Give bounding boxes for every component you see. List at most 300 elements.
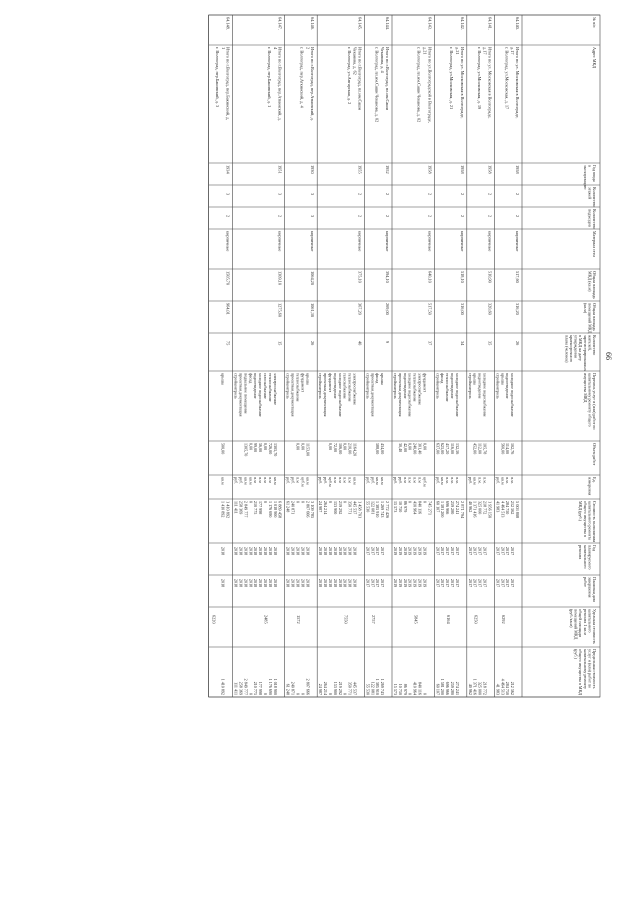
row-year: 1958 bbox=[427, 165, 433, 174]
row-work-unit: п.м bbox=[347, 477, 353, 483]
row-work-volume: 0,00 bbox=[300, 443, 306, 451]
row-address-detail: г. Волгоград, пл.им.Саши Чеканова, д. 02 bbox=[416, 47, 422, 123]
row-area-total: 394,10 bbox=[385, 271, 390, 283]
row-work-date: 2018 bbox=[318, 579, 324, 588]
row-floors: 2 bbox=[515, 193, 520, 196]
row-work-cost: 60 107 bbox=[435, 501, 441, 513]
row-work-cost: 284 750 bbox=[505, 501, 511, 515]
row-address: д.21 bbox=[422, 47, 428, 55]
row-limit-cost: 274 241 bbox=[454, 681, 460, 695]
row-work-cost: 0 bbox=[422, 501, 428, 504]
row-work-year: 2017 bbox=[477, 547, 483, 556]
row-work-unit: п.м bbox=[267, 477, 273, 483]
row-area-total: 375,10 bbox=[357, 271, 363, 283]
row-limit-cost: 1 018 900 bbox=[272, 678, 278, 695]
page-number: 66 bbox=[604, 352, 613, 360]
row-work-unit: п.м bbox=[258, 477, 264, 483]
row-floors: 2 bbox=[459, 193, 465, 196]
row-address: Итого по г.Волгоград, пер.Бакинский, д. bbox=[225, 47, 231, 121]
row-work-year: 2017 bbox=[495, 547, 501, 556]
row-limit-cost: 840 116 bbox=[417, 681, 423, 695]
row-limit-cost: 219 292 bbox=[337, 681, 343, 695]
column-header: Год bbox=[592, 545, 597, 552]
column-header: Плановая дата bbox=[592, 577, 597, 603]
row-work-unit: куб.м bbox=[328, 477, 333, 487]
row-limit-cost: 60 107 bbox=[435, 683, 441, 695]
row-work-volume: 0,00 bbox=[342, 443, 348, 451]
row-address-detail: г. Волгоград, пер.Аткинский, д. 4 bbox=[299, 47, 305, 108]
row-work-volume: 210,00 bbox=[347, 443, 353, 455]
column-header: Удельная стоимость bbox=[592, 609, 597, 645]
row-work-date: 2018 bbox=[272, 579, 278, 588]
row-residents: 9 bbox=[385, 341, 390, 344]
row-work-year: 2018 bbox=[300, 547, 306, 556]
row-number: 64.145. bbox=[357, 17, 363, 30]
column-header: помещений МКД bbox=[587, 303, 593, 334]
row-work-item: фасад bbox=[248, 373, 254, 384]
row-limit-cost: 0 bbox=[342, 692, 348, 695]
row-address: 4 bbox=[272, 47, 278, 50]
column-header: Предельная стоимость bbox=[592, 649, 597, 689]
row-work-item: крыша bbox=[380, 373, 386, 385]
row-work-year: 2019 bbox=[393, 547, 398, 556]
row-limit-cost: 1 581 200 bbox=[440, 678, 446, 695]
row-entrances: 2 bbox=[459, 215, 465, 218]
column-header: ремонта bbox=[578, 545, 584, 560]
row-work-date: 2018 bbox=[295, 579, 301, 588]
column-header: общей площади bbox=[578, 609, 584, 637]
column-header: подъездов bbox=[587, 209, 593, 227]
column-header: помещений МКД bbox=[573, 609, 579, 640]
row-work-cost: 177 998 bbox=[258, 501, 264, 515]
row-work-year: 2018 bbox=[328, 547, 333, 556]
row-number: 64.148. bbox=[225, 17, 231, 30]
row-total-cost: 745 271 bbox=[427, 501, 433, 515]
row-work-year: 2018 bbox=[305, 547, 311, 556]
row-work-cost: 0 bbox=[300, 501, 306, 504]
row-total-cost: 2 772 426 bbox=[385, 501, 390, 519]
row-unit-cost: 6164 bbox=[445, 615, 451, 624]
row-wall-material: кирпичные bbox=[277, 231, 283, 252]
row-total-cost: 6 889 458 bbox=[277, 501, 283, 519]
row-limit-cost: 1 385 910 bbox=[375, 678, 381, 695]
row-work-volume: 114,00 bbox=[505, 443, 511, 455]
row-limit-cost: 325 000 bbox=[477, 681, 483, 695]
row-floors: 2 bbox=[427, 193, 433, 196]
row-work-cost: 1 269 743 bbox=[380, 501, 386, 518]
column-header: в bbox=[587, 165, 593, 167]
column-header: в МКД на дату bbox=[578, 335, 584, 361]
row-limit-cost: 2 807 666 bbox=[305, 678, 311, 695]
row-work-cost: 0 bbox=[342, 501, 348, 504]
row-work-unit: п.м. bbox=[505, 477, 511, 484]
row-limit-cost: 41 983 bbox=[495, 683, 501, 695]
column-header: (руб.) bbox=[573, 649, 579, 659]
row-work-item: водоотведение bbox=[450, 373, 455, 399]
row-work-volume: 1305,70 bbox=[243, 443, 249, 457]
row-residents: 26 bbox=[515, 341, 520, 346]
row-work-year: 2018 bbox=[352, 547, 358, 556]
row-work-volume: 42,00 bbox=[402, 443, 408, 453]
row-work-year: 2017 bbox=[472, 547, 478, 556]
row-work-item: теплоснабжение bbox=[347, 373, 353, 402]
row-address: Итого по г.Волгоград, пл.им.Саши bbox=[357, 47, 363, 110]
row-work-year: 2019 bbox=[397, 547, 403, 556]
row-limit-cost: 1 269 743 bbox=[380, 678, 386, 695]
row-work-year: 2019 bbox=[407, 547, 413, 556]
row-area-rooms: 316,20 bbox=[515, 303, 520, 315]
row-limit-cost: 24 987 bbox=[318, 683, 324, 695]
row-work-item: фундамент bbox=[328, 373, 333, 393]
row-work-volume: 417,20 bbox=[445, 443, 451, 455]
row-work-date: 2017 bbox=[500, 579, 506, 588]
row-work-unit: руб. bbox=[285, 477, 291, 485]
column-header: МКД (кв.м) bbox=[587, 271, 593, 292]
row-work-year: 2018 bbox=[347, 547, 353, 556]
column-header: зарегистрированных bbox=[582, 335, 588, 372]
row-limit-cost: 177 998 bbox=[258, 681, 264, 695]
row-work-item: стройконтроль bbox=[365, 373, 371, 399]
column-header: капитального bbox=[582, 545, 588, 569]
column-header: Ед. bbox=[592, 477, 597, 483]
row-wall-material: кирпичные bbox=[487, 231, 493, 252]
row-work-cost: 274 241 bbox=[454, 501, 460, 515]
row-work-volume: 116,00 bbox=[450, 443, 455, 455]
row-work-unit: куб.м bbox=[300, 477, 306, 487]
row-wall-material: кирпичные bbox=[459, 231, 465, 252]
row-work-unit: п.м bbox=[342, 477, 348, 483]
row-work-unit: руб. bbox=[290, 477, 296, 485]
row-number: 64.147. bbox=[277, 17, 283, 30]
row-area-rooms: 1061,30 bbox=[310, 303, 316, 317]
row-area-total: 510,90 bbox=[487, 271, 493, 283]
row-unit-cost: 6292 bbox=[501, 615, 506, 624]
column-header: Перечень услуг и (или) работ по bbox=[592, 373, 597, 430]
row-total-cost: 3 109 785 bbox=[310, 501, 316, 519]
row-work-date: 2019 bbox=[417, 579, 423, 588]
row-work-cost: 1 581 200 bbox=[440, 501, 446, 518]
row-work-volume: 588,00 bbox=[375, 443, 381, 455]
row-work-unit: кв.м bbox=[248, 477, 254, 485]
row-work-item: крыша bbox=[305, 373, 311, 385]
row-limit-cost: 259 280 bbox=[450, 681, 455, 695]
row-address: Чеканова, д. 62 bbox=[352, 47, 358, 75]
row-address: 2 bbox=[305, 47, 311, 50]
row-work-item: фасад bbox=[440, 373, 446, 384]
row-limit-cost: 218 772 bbox=[482, 681, 488, 695]
row-work-item: теплоснабжение bbox=[445, 373, 451, 402]
row-work-item: водоотведение bbox=[332, 373, 338, 399]
row-work-year: 2017 bbox=[450, 547, 455, 556]
column-header: Материал стен bbox=[592, 231, 597, 257]
row-work-date: 2018 bbox=[323, 579, 329, 588]
row-entrances: 2 bbox=[487, 215, 493, 218]
row-area-total: 1505,70 bbox=[225, 271, 231, 285]
row-limit-cost: 410 964 bbox=[412, 681, 418, 695]
row-work-year: 2018 bbox=[243, 547, 249, 556]
row-limit-cost: 350 771 bbox=[347, 681, 353, 695]
row-work-unit: п.м bbox=[253, 477, 259, 483]
row-work-date: 2019 bbox=[412, 579, 418, 588]
row-work-cost: 1 410 892 bbox=[220, 501, 226, 518]
row-work-year: 2017 bbox=[435, 547, 441, 556]
row-work-volume: 240,00 bbox=[412, 443, 418, 455]
row-residents: 75 bbox=[225, 341, 231, 346]
row-work-item: электроснабжение bbox=[352, 373, 358, 406]
row-work-date: 2017 bbox=[440, 579, 446, 588]
row-work-unit: кв.м bbox=[220, 477, 226, 485]
row-entrances: 2 bbox=[357, 215, 363, 218]
row-work-unit: п.м bbox=[332, 477, 338, 483]
row-work-item: стройконтроль bbox=[467, 373, 473, 399]
row-work-unit: руб. bbox=[370, 477, 376, 485]
row-wall-material: кирпичные bbox=[310, 231, 316, 252]
row-work-unit: кв.м bbox=[500, 477, 506, 485]
row-work-unit: руб. bbox=[467, 477, 473, 485]
row-work-volume: 726,00 bbox=[267, 443, 273, 455]
column-header: МКД (руб.) bbox=[578, 501, 584, 522]
row-work-item: крыша bbox=[472, 373, 478, 385]
row-address: 1 bbox=[220, 47, 226, 50]
row-work-item: холодное водоснабжение bbox=[337, 373, 343, 417]
row-work-unit: руб. bbox=[238, 477, 244, 485]
row-work-cost: 410 964 bbox=[412, 501, 418, 515]
row-work-year: 2018 bbox=[220, 547, 226, 556]
row-area-rooms: 517,50 bbox=[427, 303, 433, 315]
row-work-item: холодное водоснабжение bbox=[407, 373, 413, 417]
row-work-unit: п.м. bbox=[482, 477, 488, 484]
column-header: утверждения bbox=[573, 335, 579, 358]
row-limit-cost: 0 bbox=[407, 692, 413, 695]
row-work-date: 2017 bbox=[467, 579, 473, 588]
row-work-date: 2018 bbox=[220, 579, 226, 588]
row-work-cost: 445 537 bbox=[352, 501, 358, 515]
row-work-cost: 0 bbox=[328, 501, 333, 504]
row-work-item: стройконтроль bbox=[318, 373, 324, 399]
row-work-unit: п.м bbox=[412, 477, 418, 483]
row-work-year: 2017 bbox=[445, 547, 451, 556]
row-limit-cost: 0 bbox=[422, 692, 428, 695]
row-unit-cost: 6220 bbox=[211, 615, 217, 624]
row-address-detail: г. Волгоград, ул.Ангарская, д. 2 bbox=[346, 47, 352, 105]
row-work-volume: 72,00 bbox=[332, 443, 338, 453]
row-area-rooms: 1275,60 bbox=[277, 303, 283, 317]
row-work-cost: 15 573 bbox=[393, 501, 398, 513]
row-work-date: 2017 bbox=[477, 579, 483, 588]
row-work-year: 2018 bbox=[272, 547, 278, 556]
row-address-detail: г. Волгоград, пер.Бакинский, д. 1 bbox=[267, 47, 273, 108]
row-area-total: 640,10 bbox=[427, 271, 433, 283]
row-work-unit: п.м. bbox=[477, 477, 483, 484]
row-work-item: фундамент bbox=[300, 373, 306, 393]
row-limit-cost: 111 411 bbox=[233, 682, 239, 695]
row-wall-material: кирпичные bbox=[427, 231, 433, 252]
row-work-cost: 0 bbox=[248, 501, 254, 504]
row-limit-cost: 55 530 bbox=[365, 683, 371, 695]
row-work-unit: кв.м bbox=[380, 477, 386, 485]
column-header: планируемого bbox=[587, 545, 593, 570]
row-work-cost: 40 962 bbox=[467, 501, 473, 513]
row-work-item: теплоснабжение bbox=[412, 373, 418, 402]
row-unit-cost: 5845 bbox=[413, 615, 419, 624]
row-work-volume: 434,00 bbox=[380, 443, 386, 455]
row-work-volume: 452,00 bbox=[472, 443, 478, 455]
row-work-unit: руб. bbox=[393, 477, 398, 485]
row-work-cost: 86 979 bbox=[402, 501, 408, 513]
row-work-date: 2017 bbox=[454, 579, 460, 588]
row-year: 1951 bbox=[277, 165, 283, 174]
row-total-cost: 5 003 808 bbox=[515, 501, 520, 519]
row-work-unit: кв.м bbox=[352, 477, 358, 485]
row-work-volume: 625,00 bbox=[440, 443, 446, 455]
column-header: общего имущества в МКД bbox=[578, 649, 584, 696]
row-limit-cost: 212 562 bbox=[510, 681, 516, 695]
row-work-date: 2017 bbox=[482, 579, 488, 588]
row-floors: 3 bbox=[310, 193, 316, 196]
column-header: Адрес МКД bbox=[592, 47, 597, 69]
row-work-year: 2018 bbox=[263, 547, 268, 556]
row-work-unit: п.м bbox=[337, 477, 343, 483]
row-work-cost: 111 411 bbox=[233, 501, 239, 514]
row-work-item: водоотведение bbox=[505, 373, 511, 399]
row-area-rooms: 367,20 bbox=[357, 303, 363, 315]
row-work-unit: руб. bbox=[233, 477, 239, 485]
row-number: 64.140. bbox=[515, 17, 520, 30]
row-year: 1958 bbox=[515, 165, 520, 174]
row-limit-cost: 1 176 690 bbox=[267, 678, 273, 695]
row-work-unit: п.м. bbox=[450, 477, 455, 484]
row-floors: 2 bbox=[385, 193, 390, 196]
row-work-volume: 0,00 bbox=[263, 443, 268, 451]
row-work-date: 2017 bbox=[375, 579, 381, 588]
row-work-date: 2017 bbox=[505, 579, 511, 588]
row-work-date: 2019 bbox=[397, 579, 403, 588]
row-work-unit: кв.м bbox=[272, 477, 278, 485]
row-work-year: 2018 bbox=[238, 547, 244, 556]
row-address-detail: г. Волгоград, пл.им.Саши Чеканова, д. 02 bbox=[374, 47, 380, 123]
row-work-date: 2017 bbox=[472, 579, 478, 588]
row-work-item: электроснабжение bbox=[417, 373, 423, 406]
row-work-year: 2017 bbox=[510, 547, 516, 556]
row-work-volume: 56,00 bbox=[258, 443, 264, 453]
row-limit-cost: 122 081 bbox=[370, 681, 376, 695]
row-work-item: газоснабжение bbox=[342, 373, 348, 399]
row-work-cost: 2 807 666 bbox=[305, 501, 311, 518]
row-work-year: 2018 bbox=[253, 547, 259, 556]
column-header: Объем работ bbox=[592, 443, 597, 466]
row-area-rooms: 964,01 bbox=[225, 303, 231, 315]
row-residents: 37 bbox=[427, 341, 433, 346]
row-work-date: 2017 bbox=[365, 579, 371, 588]
row-work-cost: 1 371 416 bbox=[472, 501, 478, 518]
column-header: капитального ремонта bbox=[587, 501, 593, 540]
row-work-year: 2019 bbox=[412, 547, 418, 556]
row-work-volume: 0,00 bbox=[407, 443, 413, 451]
row-work-item: стройконтроль bbox=[285, 373, 291, 399]
row-work-cost: 325 000 bbox=[477, 501, 483, 515]
row-work-unit: п.м bbox=[402, 477, 408, 483]
row-work-cost: 212 562 bbox=[510, 501, 516, 515]
row-work-cost: 41 983 bbox=[495, 501, 501, 513]
column-header: эксплуатацию bbox=[582, 165, 588, 190]
row-work-year: 2018 bbox=[318, 547, 324, 556]
row-address-detail: г. Волгоград, ул.Московская, д. 17 bbox=[504, 47, 510, 110]
row-total-cost: 1 458 701 bbox=[357, 501, 363, 519]
column-header: капитальному ремонту bbox=[582, 649, 588, 689]
column-header: Общая площадь bbox=[592, 303, 597, 332]
row-address: д.17 bbox=[510, 47, 516, 55]
row-work-volume: 560,00 bbox=[500, 443, 506, 455]
row-work-unit: кв.м bbox=[472, 477, 478, 485]
row-work-cost: 0 bbox=[263, 501, 268, 504]
row-work-year: 2017 bbox=[375, 547, 381, 556]
row-work-unit: руб. bbox=[435, 477, 441, 485]
row-work-date: 2017 bbox=[380, 579, 386, 588]
row-work-unit: руб. bbox=[323, 477, 329, 485]
row-address-detail: г. Волгоград, пер.Бакинский, д. 3 bbox=[215, 47, 220, 108]
row-work-item: проектная документация bbox=[370, 373, 376, 417]
row-work-date: 2017 bbox=[445, 579, 451, 588]
column-header: общего имущества в bbox=[582, 501, 588, 537]
row-work-date: 2019 bbox=[402, 579, 408, 588]
row-work-date: 2018 bbox=[285, 579, 291, 588]
row-work-year: 2018 bbox=[267, 547, 273, 556]
row-work-item: фасад bbox=[375, 373, 381, 384]
row-work-item: водоотведение bbox=[402, 373, 408, 399]
row-work-date: 2018 bbox=[248, 579, 254, 588]
row-limit-cost: 61 248 bbox=[285, 683, 291, 695]
row-address: Итого по г.Волгоград, пер.Аткинский, д. bbox=[277, 47, 283, 121]
row-work-cost: 219 292 bbox=[337, 501, 343, 515]
row-limit-cost: 2 849 777 bbox=[243, 678, 249, 695]
column-header: завершения bbox=[587, 577, 593, 598]
row-area-total: 517,60 bbox=[515, 271, 520, 283]
row-work-year: 2017 bbox=[370, 547, 376, 556]
row-work-date: 2018 bbox=[328, 579, 333, 588]
row-work-item: холодное водоснабжение bbox=[454, 373, 460, 417]
column-header: ремонта 1 кв.м bbox=[582, 609, 588, 635]
row-work-volume: 1305,70 bbox=[272, 443, 278, 457]
row-work-volume: 301,40 bbox=[417, 443, 423, 455]
row-work-unit: руб. bbox=[495, 477, 501, 485]
row-work-year: 2018 bbox=[332, 547, 338, 556]
row-work-volume: 112,00 bbox=[477, 443, 483, 455]
column-header: измерения bbox=[587, 477, 593, 496]
row-work-cost: 122 081 bbox=[370, 501, 376, 515]
row-work-cost: 2 849 777 bbox=[243, 501, 249, 518]
row-entrances: 2 bbox=[427, 215, 433, 218]
row-work-cost: 1 385 910 bbox=[375, 501, 381, 518]
row-work-year: 2017 bbox=[482, 547, 488, 556]
row-area-rooms: 316,00 bbox=[459, 303, 465, 315]
row-wall-material: кирпичные bbox=[225, 231, 231, 252]
row-work-date: 2018 bbox=[305, 579, 311, 588]
row-work-volume: 0,00 bbox=[248, 443, 254, 451]
row-work-cost: 264 214 bbox=[323, 501, 329, 515]
row-year: 1952 bbox=[385, 165, 390, 174]
row-limit-cost: 445 537 bbox=[352, 681, 358, 695]
row-work-date: 2017 bbox=[450, 579, 455, 588]
row-limit-cost: 1 410 892 bbox=[220, 678, 226, 695]
row-work-item: газоснабжение bbox=[263, 373, 268, 399]
row-work-volume: 106,00 bbox=[337, 443, 343, 455]
row-work-volume: 105,78 bbox=[482, 443, 488, 455]
column-header: этажей bbox=[587, 187, 593, 200]
row-limit-cost: 0 bbox=[263, 692, 268, 695]
column-header: услуг и (или) работ по bbox=[587, 649, 593, 689]
row-area-total: 518,10 bbox=[459, 271, 465, 283]
row-work-item: крыша bbox=[500, 373, 506, 385]
